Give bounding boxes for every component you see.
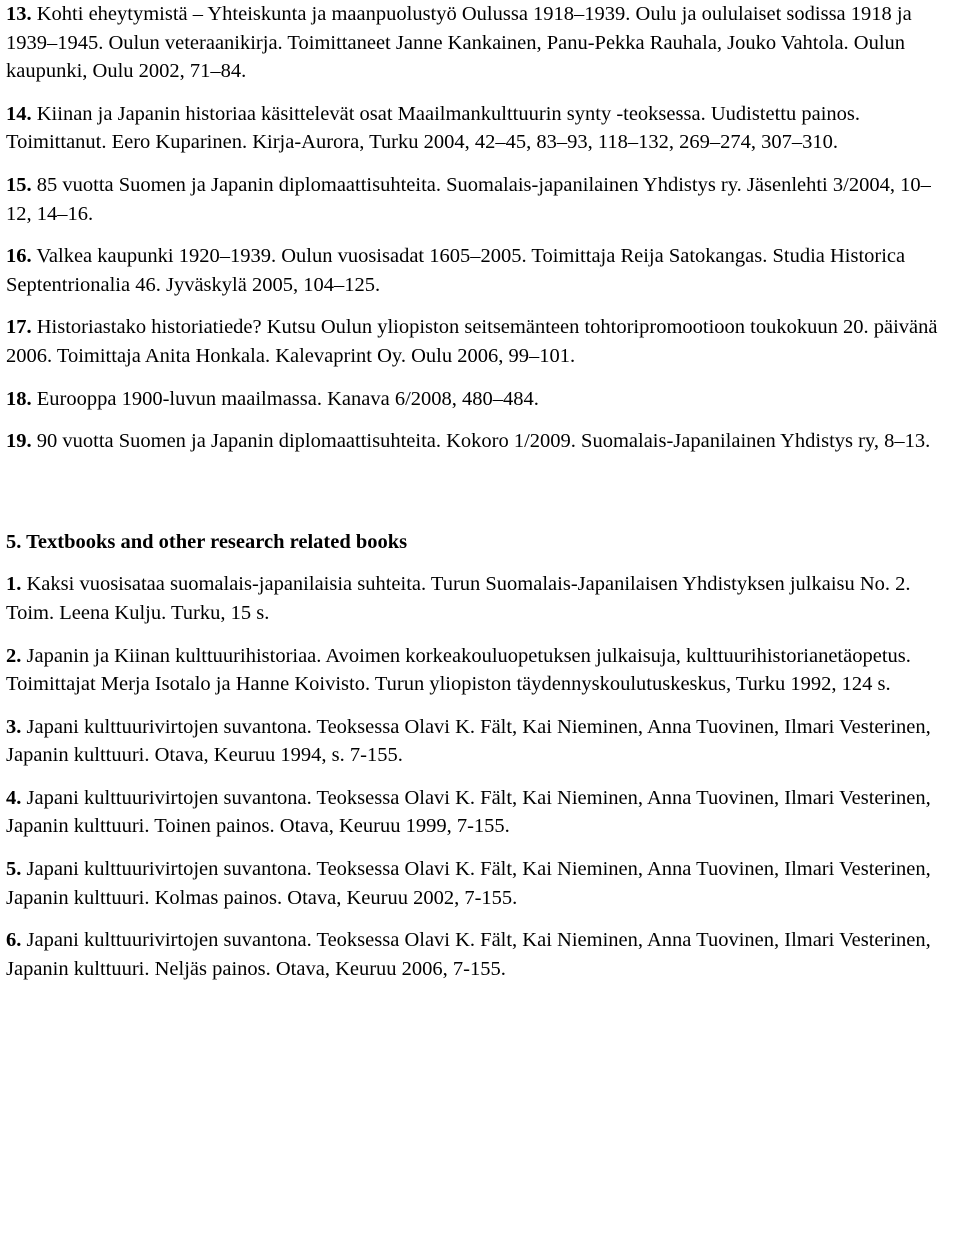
entry-text: Japani kulttuurivirtojen suvantona. Teoksessa Olavi K. Fält, Kai Nieminen, Anna Tuovinen, Ilmari Vesterinen, Japanin kulttuuri. Otava, Keuruu 1994, s. 7-155.	[6, 715, 931, 767]
entry-number: 5.	[6, 858, 22, 881]
reference-entry	[6, 427, 954, 456]
book-entry	[6, 784, 954, 841]
entry-text: Kohti eheytymistä – Yhteiskunta ja maanpuolustyö Oulussa 1918–1939. Oulu ja oululaiset sodissa 1918 ja 1939–1945. Oulun veteraanikirja. Toimittaneet Janne Kankainen, Panu-Pekka Rauhala, Jouko Vahtola. Oulun kaupunki, Oulu 2002, 71–84.	[6, 3, 912, 83]
entry-number: 17.	[6, 316, 32, 339]
entry-text: Japani kulttuurivirtojen suvantona. Teoksessa Olavi K. Fält, Kai Nieminen, Anna Tuovinen, Ilmari Vesterinen, Japanin kulttuuri. Neljäs painos. Otava, Keuruu 2006, 7-155.	[6, 929, 931, 980]
entry-text: Japanin ja Kiinan kulttuurihistoriaa. Avoimen korkeakouluopetuksen julkaisuja, kulttuurihistorianetäopetus. Toimittajat Merja Isotalo ja Hanne Koivisto. Turun yliopiston täydennyskoulutuskeskus, Turku 1992, 124 s.	[6, 644, 911, 696]
entry-text: Kaksi vuosisataa suomalais-japanilaisia suhteita. Turun Suomalais-Japanilaisen Yhdistyksen julkaisu No. 2. Toim. Leena Kulju. Turku, 15 s.	[6, 573, 911, 624]
book-entry	[6, 713, 954, 770]
reference-entry	[6, 242, 954, 299]
entry-text: Japani kulttuurivirtojen suvantona. Teoksessa Olavi K. Fält, Kai Nieminen, Anna Tuovinen, Ilmari Vesterinen, Japanin kulttuuri. Kolmas painos. Otava, Keuruu 2002, 7-155.	[6, 858, 931, 909]
book-entry	[6, 570, 954, 627]
reference-entry	[6, 313, 954, 370]
section-heading: 5. Textbooks and other research related books	[6, 530, 408, 553]
reference-entry	[6, 385, 954, 414]
book-entry	[6, 642, 954, 699]
entry-text: Eurooppa 1900-luvun maailmassa. Kanava 6/2008, 480–484.	[31, 387, 539, 410]
reference-entry	[6, 0, 954, 86]
entry-number: 2.	[6, 644, 22, 667]
entry-text: 90 vuotta Suomen ja Japanin diplomaattisuhteita. Kokoro 1/2009. Suomalais-Japanilainen Yhdistys ry, 8–13.	[31, 430, 931, 453]
document-page	[6, 0, 954, 983]
entry-number: 1.	[6, 573, 22, 596]
entry-number: 4.	[6, 786, 22, 809]
book-entry	[6, 855, 954, 912]
entry-number: 15.	[6, 173, 32, 196]
entry-text: 85 vuotta Suomen ja Japanin diplomaattisuhteita. Suomalais-japanilainen Yhdistys ry. Jäsenlehti 3/2004, 10–12, 14–16.	[6, 173, 931, 225]
entry-number: 19.	[6, 430, 32, 453]
reference-entry	[6, 171, 954, 228]
entry-number: 16.	[6, 245, 32, 268]
entry-number: 14.	[6, 102, 32, 125]
reference-entry	[6, 100, 954, 157]
entry-text: Historiastako historiatiede? Kutsu Oulun yliopiston seitsemänteen tohtoripromootioon toukokuun 20. päivänä 2006. Toimittaja Anita Honkala. Kalevaprint Oy. Oulu 2006, 99–101.	[6, 316, 938, 367]
entry-number: 13.	[6, 3, 32, 25]
book-entry	[6, 926, 954, 983]
entry-text: Japani kulttuurivirtojen suvantona. Teoksessa Olavi K. Fält, Kai Nieminen, Anna Tuovinen, Ilmari Vesterinen, Japanin kulttuuri. Toinen painos. Otava, Keuruu 1999, 7-155.	[6, 786, 931, 838]
entry-number: 6.	[6, 929, 22, 952]
entry-text: Kiinan ja Japanin historiaa käsittelevät osat Maailmankulttuurin synty -teoksessa. Uudistettu painos. Toimittanut. Eero Kuparinen. Kirja-Aurora, Turku 2004, 42–45, 83–93, 118–132, 269–274, 307–310.	[6, 102, 861, 154]
entry-number: 3.	[6, 715, 22, 738]
entry-text: Valkea kaupunki 1920–1939. Oulun vuosisadat 1605–2005. Toimittaja Reija Satokangas. Studia Historica Septentrionalia 46. Jyväskylä 2005, 104–125.	[6, 245, 906, 296]
entry-number: 18.	[6, 387, 32, 410]
